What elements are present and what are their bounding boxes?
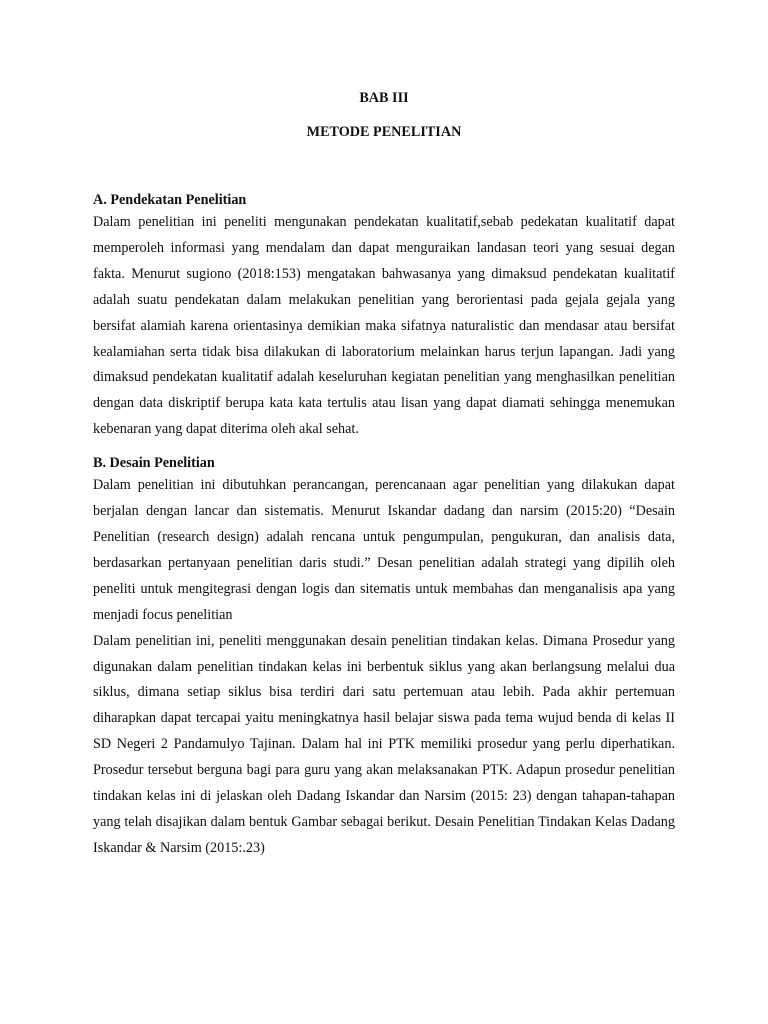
- paragraph-desain-1: Dalam penelitian ini dibutuhkan perancangan, perencanaan agar penelitian yang dilakukan dapat berjalan dengan lancar dan sistematis. Menurut Iskandar dadang dan narsim (2015:20) “Desain Penelitian (research design) adalah rencana untuk pengumpulan, pengukuran, dan analisis data, berdasarkan pertanyaan penelitian daris studi.” Desan penelitian adalah strategi yang dipilih oleh peneliti untuk mengitegrasi dengan logis dan sitematis untuk membahas dan menganalisis apa yang menjadi focus penelitian: [93, 477, 675, 623]
- chapter-number: BAB III: [359, 90, 409, 106]
- paragraph-pendekatan: Dalam penelitian ini peneliti mengunakan pendekatan kualitatif,sebab pedekatan kualitatif dapat memperoleh informasi yang mendalam dan dapat menguraikan landasan teori yang sesuai degan fakta. Menurut sugiono (2018:153) mengatakan bahwasanya yang dimaksud pendekatan kualitatif adalah suatu pendekatan dalam melakukan penelitian yang berorientasi pada gejala gejala yang bersifat alamiah karena orientasinya demikian maka sifatnya naturalistic dan mendasar atau bersifat kealamiahan serta tidak bisa dilakukan di laboratorium melainkan harus terjun lapangan. Jadi yang dimaksud pendekatan kualitatif adalah keseluruhan kegiatan penelitian yang menghasilkan penelitian dengan data diskriptif berupa kata kata tertulis atau lisan yang dapat diamati sehingga menemukan kebenaran yang dapat diterima oleh akal sehat.: [93, 214, 675, 438]
- section-heading-b: B. Desain Penelitian: [93, 455, 215, 472]
- section-heading-a: A. Pendekatan Penelitian: [93, 192, 247, 208]
- chapter-title: METODE PENELITIAN: [306, 124, 462, 140]
- paragraph-desain-2: Dalam penelitian ini, peneliti menggunakan desain penelitian tindakan kelas. Dimana Prosedur yang digunakan dalam penelitian tindakan kelas ini berbentuk siklus yang akan berlangsung melalui dua siklus, dimana setiap siklus bisa terdiri dari satu pertemuan atau lebih. Pada akhir pertemuan diharapkan dapat tercapai yaitu meningkatnya hasil belajar siswa pada tema wujud benda di kelas II SD Negeri 2 Pandamulyo Tajinan. Dalam hal ini PTK memiliki prosedur yang perlu diperhatikan. Prosedur tersebut berguna bagi para guru yang akan melaksanakan PTK. Adapun prosedur penelitian tindakan kelas ini di jelaskan oleh Dadang Iskandar dan Narsim (2015: 23) dengan tahapan-tahapan yang telah disajikan dalam bentuk Gambar sebagai berikut. Desain Penelitian Tindakan Kelas Dadang Iskandar & Narsim (2015:.23): [93, 632, 675, 856]
